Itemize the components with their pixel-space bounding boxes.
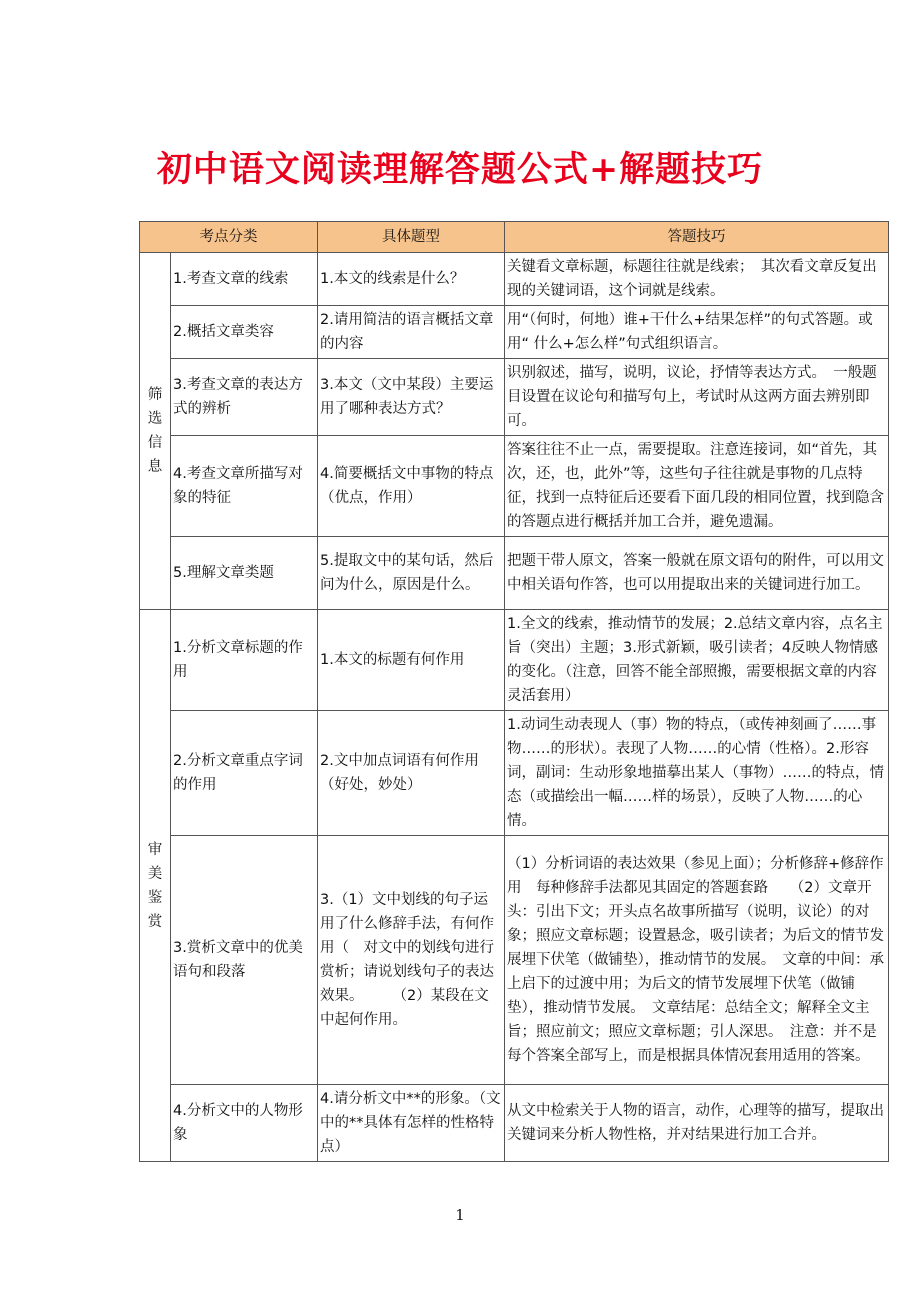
page-number: 1 (455, 1206, 465, 1224)
header-category: 考点分类 (140, 222, 318, 253)
technique-cell: 用“（何时，何地）谁+干什么+结果怎样”的句式答题。或用“ 什么+怎么样”句式组织语言。 (505, 306, 889, 359)
technique-cell: 把题干带人原文，答案一般就在原文语句的附件，可以用文中相关语句作答，也可以用提取出来的关键词进行加工。 (505, 537, 889, 610)
point-cell: 2.概括文章类容 (171, 306, 318, 359)
type-cell: 2.文中加点词语有何作用（好处，妙处） (318, 711, 505, 836)
type-cell: 3.（1）文中划线的句子运用了什么修辞手法，有何作用（ 对文中的划线句进行赏析；请说划线句子的表达效果。 （2）某段在文中起何作用。 (318, 836, 505, 1085)
table-row (140, 253, 889, 306)
table-row (140, 359, 889, 436)
table-row (140, 1085, 889, 1162)
technique-cell: 答案往往不止一点，需要提取。注意连接词，如“首先，其次，还，也，此外”等，这些句子往往就是事物的几点特征，找到一点特征后还要看下面几段的相同位置，找到隐含的答题点进行概括并加工合并，避免遗漏。 (505, 436, 889, 537)
technique-cell: （1）分析词语的表达效果（参见上面）；分析修辞+修辞作用 每种修辞手法都见其固定的答题套路 （2）文章开头：引出下文；开头点名故事所描写（说明，议论）的对象；照应文章标题；设置悬念，吸引读者；为后文的情节发展埋下伏笔（做铺垫），推动情节的发展。 文章的中间：承上启下的过渡中用；为后文的情节发展埋下伏笔（做铺垫），推动情节发展。 文章结尾：总结全文；解释全文主旨；照应前文；照应文章标题；引人深思。 注意：并不是每个答案全部写上，而是根据具体情况套用适用的答案。 (505, 836, 889, 1085)
technique-cell: 关键看文章标题，标题往往就是线索； 其次看文章反复出现的关键词语，这个词就是线索。 (505, 253, 889, 306)
table-row (140, 610, 889, 711)
technique-cell: 从文中检索关于人物的语言，动作，心理等的描写，提取出关键词来分析人物性格，并对结果进行加工合并。 (505, 1085, 889, 1162)
table-header-row (140, 222, 889, 253)
type-cell: 3.本文（文中某段）主要运用了哪种表达方式？ (318, 359, 505, 436)
point-cell: 3.赏析文章中的优美语句和段落 (171, 836, 318, 1085)
header-question-type: 具体题型 (318, 222, 505, 253)
category-cell: 审美鉴赏 (140, 610, 171, 1162)
technique-cell: 识别叙述，描写，说明，议论，抒情等表达方式。 一般题目设置在议论句和描写句上，考试时从这两方面去辨别即可。 (505, 359, 889, 436)
category-cell: 筛选信息 (140, 253, 171, 610)
point-cell: 1.分析文章标题的作用 (171, 610, 318, 711)
point-cell: 2.分析文章重点字词的作用 (171, 711, 318, 836)
technique-cell: 1.动词生动表现人（事）物的特点，（或传神刻画了……事物……的形状）。表现了人物……的心情（性格）。2.形容词，副词：生动形象地描摹出某人（事物）……的特点，情态（或描绘出一幅……样的场景），反映了人物……的心情。 (505, 711, 889, 836)
point-cell: 5.理解文章类题 (171, 537, 318, 610)
table-row (140, 711, 889, 836)
table-row (140, 537, 889, 610)
type-cell: 2.请用简洁的语言概括文章的内容 (318, 306, 505, 359)
type-cell: 4.请分析文中**的形象。（文中的**具体有怎样的性格特点） (318, 1085, 505, 1162)
point-cell: 1.考查文章的线索 (171, 253, 318, 306)
point-cell: 4.分析文中的人物形象 (171, 1085, 318, 1162)
type-cell: 1.本文的线索是什么？ (318, 253, 505, 306)
point-cell: 4.考查文章所描写对象的特征 (171, 436, 318, 537)
type-cell: 1.本文的标题有何作用 (318, 610, 505, 711)
page-title: 初中语文阅读理解答题公式+解题技巧 (156, 149, 764, 190)
header-technique: 答题技巧 (505, 222, 889, 253)
type-cell: 5.提取文中的某句话，然后问为什么，原因是什么。 (318, 537, 505, 610)
point-cell: 3.考查文章的表达方式的辨析 (171, 359, 318, 436)
type-cell: 4.简要概括文中事物的特点（优点，作用） (318, 436, 505, 537)
table-row (140, 306, 889, 359)
answer-techniques-table (139, 221, 889, 1162)
table-row (140, 836, 889, 1085)
table-row (140, 436, 889, 537)
technique-cell: 1.全文的线索，推动情节的发展；2.总结文章内容，点名主旨（突出）主题；3.形式新颖，吸引读者；4反映人物情感的变化。（注意，回答不能全部照搬，需要根据文章的内容灵活套用） (505, 610, 889, 711)
